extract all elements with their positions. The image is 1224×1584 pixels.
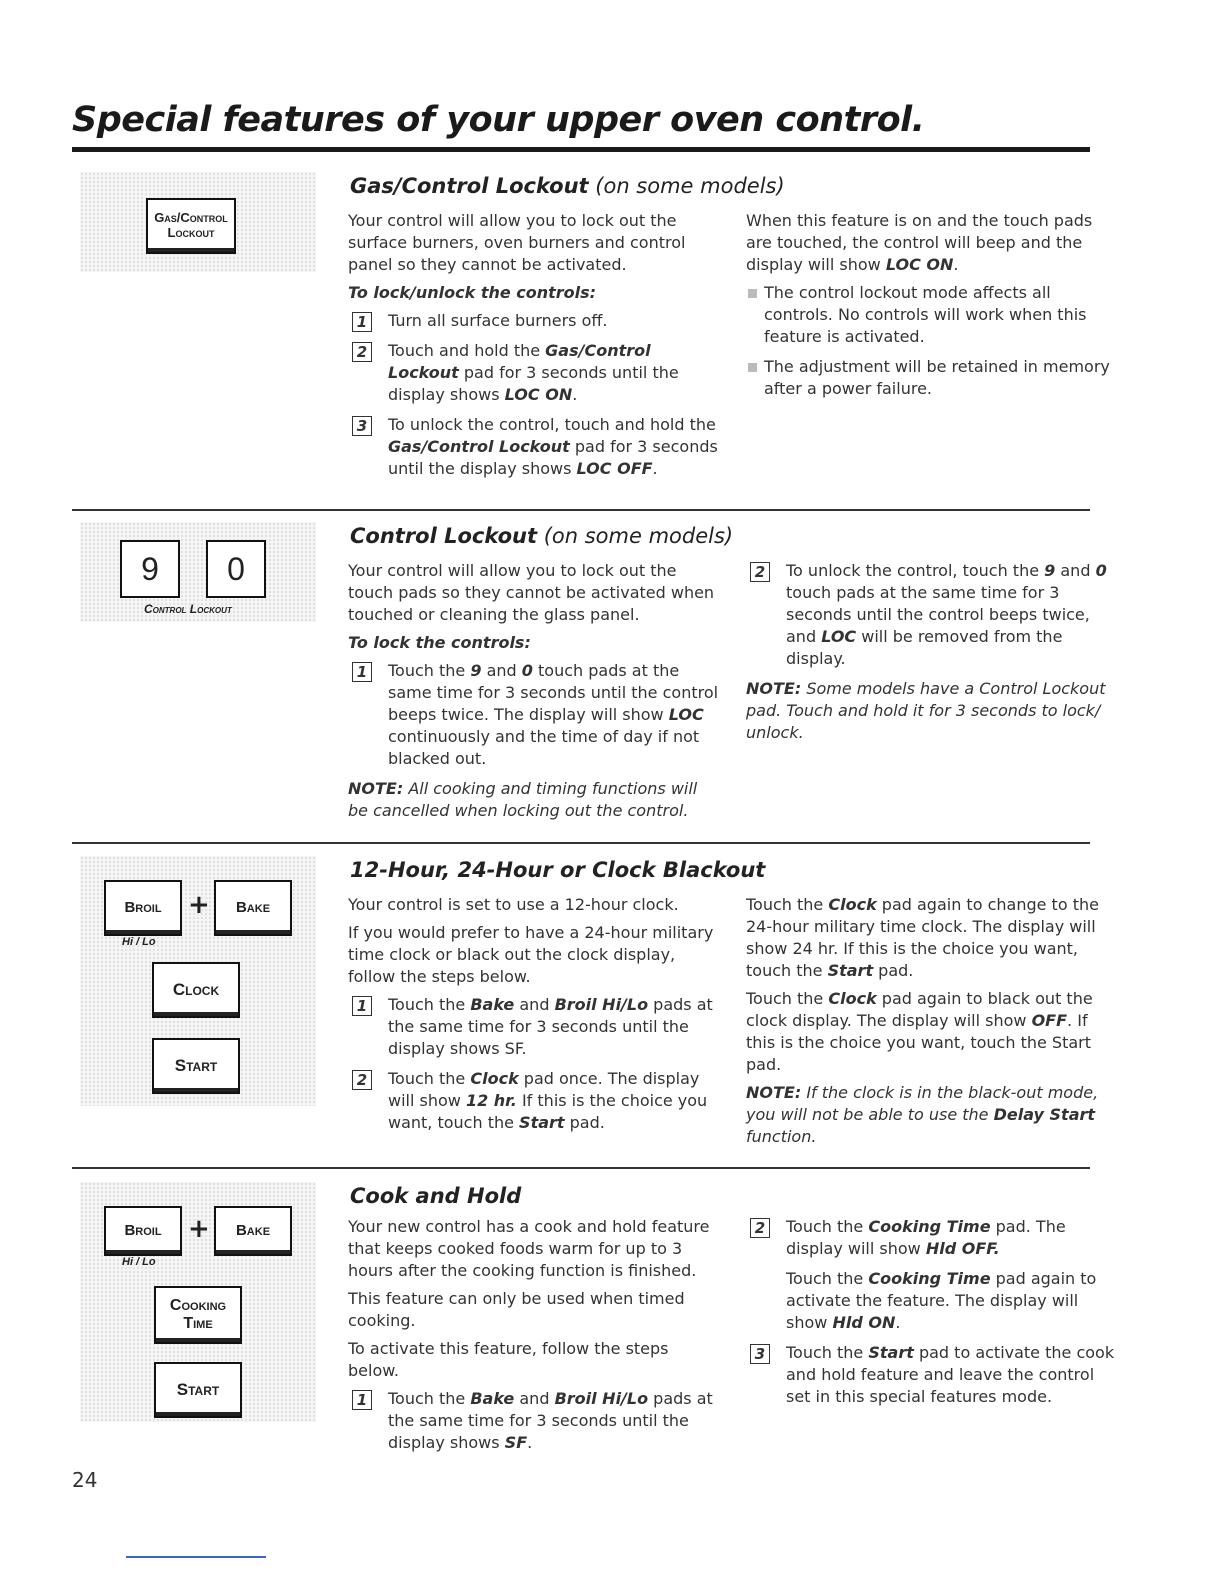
- paragraph: To activate this feature, follow the steps below.: [348, 1339, 669, 1380]
- start-key[interactable]: Start: [154, 1362, 242, 1418]
- title-rule: [72, 147, 1090, 152]
- gas-control-lockout-key[interactable]: [146, 198, 236, 254]
- note: NOTE: If the clock is in the black-out mode, you will not be able to use the Delay Start function.: [746, 1083, 1099, 1146]
- paragraph: Your control will allow you to lock out the touch pads so they cannot be activated when touched or cleaning the glass panel.: [348, 561, 715, 624]
- clock-right-column: [746, 894, 1118, 1154]
- step-number-icon: 2: [352, 1070, 372, 1090]
- section-divider: [72, 1167, 1090, 1169]
- paragraph: Your control is set to use a 12-hour clock.: [348, 895, 679, 914]
- step-number-icon: 1: [352, 662, 372, 682]
- bullet-item: The control lockout mode affects all controls. No controls will work when this feature is activated.: [746, 282, 1118, 348]
- control-lockout-panel: [80, 522, 316, 622]
- section-heading-gas-control-lockout: Gas/Control Lockout (on some models): [350, 174, 785, 198]
- paragraph: Touch the Clock pad again to change to the 24-hour military time clock. The display will show 24 hr. If this is the choice you want, touch the Start pad.: [746, 895, 1099, 980]
- broil-key[interactable]: Broil: [104, 880, 182, 936]
- section-heading-cook-and-hold: Cook and Hold: [350, 1184, 522, 1208]
- subheading: To lock/unlock the controls:: [348, 283, 597, 302]
- clock-panel: [80, 856, 316, 1106]
- step-number-icon: 3: [352, 416, 372, 436]
- gas-control-lockout-right-column: [746, 210, 1118, 408]
- section-heading-control-lockout: Control Lockout (on some models): [350, 524, 734, 548]
- paragraph: When this feature is on and the touch pads are touched, the control will beep and the display will show LOC ON.: [746, 211, 1093, 274]
- section-divider: [72, 842, 1090, 844]
- clock-key[interactable]: Clock: [152, 962, 240, 1018]
- cooking-time-key[interactable]: Cooking Time: [154, 1286, 242, 1344]
- broil-hi-lo-caption: Hi / Lo: [122, 1256, 156, 1268]
- gas-control-lockout-left-column: [348, 210, 720, 488]
- step-number-icon: 3: [750, 1344, 770, 1364]
- control-lockout-left-column: [348, 560, 720, 828]
- footer-link-underline: [126, 1556, 266, 1558]
- step-number-icon: 1: [352, 996, 372, 1016]
- broil-hi-lo-caption: Hi / Lo: [122, 936, 156, 948]
- bake-key[interactable]: Bake: [214, 880, 292, 936]
- key-9[interactable]: 9: [120, 540, 180, 598]
- step-number-icon: 1: [352, 312, 372, 332]
- step-1: 1 Touch the Bake and Broil Hi/Lo pads at the same time for 3 seconds until the display shows SF.: [348, 1388, 720, 1454]
- paragraph: If you would prefer to have a 24-hour military time clock or black out the clock display, follow the steps below.: [348, 923, 714, 986]
- plus-icon: +: [188, 1214, 210, 1244]
- step-number-icon: 2: [750, 1218, 770, 1238]
- section-divider: [72, 509, 1090, 511]
- step-3: 3 Touch the Start pad to activate the cook and hold feature and leave the control set in this special features mode.: [746, 1342, 1118, 1408]
- step-2-continued: Touch the Cooking Time pad again to activate the feature. The display will show Hld ON.: [786, 1269, 1097, 1332]
- clock-left-column: [348, 894, 720, 1142]
- plus-icon: +: [188, 890, 210, 920]
- step-1: 1 Touch the Bake and Broil Hi/Lo pads at the same time for 3 seconds until the display shows SF.: [348, 994, 720, 1060]
- gas-control-lockout-panel: [80, 172, 316, 272]
- paragraph: Your new control has a cook and hold feature that keeps cooked foods warm for up to 3 hours after the cooking function is finished.: [348, 1217, 710, 1280]
- bake-key[interactable]: Bake: [214, 1206, 292, 1256]
- step-2: 2 To unlock the control, touch the 9 and 0 touch pads at the same time for 3 seconds until the control beeps twice, and LOC will be removed from the display.: [746, 560, 1118, 670]
- note: NOTE: All cooking and timing functions will be cancelled when locking out the control.: [348, 779, 698, 820]
- control-lockout-right-column: [746, 560, 1118, 750]
- step-number-icon: 2: [352, 342, 372, 362]
- broil-key[interactable]: Broil: [104, 1206, 182, 1256]
- bullet-item: The adjustment will be retained in memory after a power failure.: [746, 356, 1118, 400]
- page-number: 24: [72, 1468, 98, 1492]
- step-2: 2 Touch the Clock pad once. The display will show 12 hr. If this is the choice you want, touch the Start pad.: [348, 1068, 720, 1134]
- step-1: 1 Touch the 9 and 0 touch pads at the same time for 3 seconds until the control beeps twice. The display will show LOC continuously and the time of day if not blacked out.: [348, 660, 720, 770]
- paragraph: Touch the Clock pad again to black out the clock display. The display will show OFF. If this is the choice you want, touch the Start pad.: [746, 989, 1093, 1074]
- cook-and-hold-panel: [80, 1182, 316, 1422]
- paragraph: Your control will allow you to lock out the surface burners, oven burners and control panel so they cannot be activated.: [348, 211, 686, 274]
- step-2: 2 Touch and hold the Gas/Control Lockout pad for 3 seconds until the display shows LOC ON.: [348, 340, 720, 406]
- step-number-icon: 2: [750, 562, 770, 582]
- cook-and-hold-left-column: [348, 1216, 720, 1462]
- key-0[interactable]: 0: [206, 540, 266, 598]
- section-heading-clock-blackout: 12-Hour, 24-Hour or Clock Blackout: [350, 858, 766, 882]
- step-3: 3 To unlock the control, touch and hold the Gas/Control Lockout pad for 3 seconds until the display shows LOC OFF.: [348, 414, 720, 480]
- page-title: Special features of your upper oven control.: [72, 100, 925, 140]
- start-key[interactable]: Start: [152, 1038, 240, 1094]
- paragraph: This feature can only be used when timed cooking.: [348, 1289, 685, 1330]
- subheading: To lock the controls:: [348, 633, 531, 652]
- step-1: 1 Turn all surface burners off.: [348, 310, 720, 332]
- step-2: 2 Touch the Cooking Time pad. The display will show Hld OFF.: [746, 1216, 1118, 1260]
- cook-and-hold-right-column: [746, 1216, 1118, 1416]
- gas-control-lockout-key-label: Gas/Control Lockout: [154, 210, 228, 240]
- note: NOTE: Some models have a Control Lockout pad. Touch and hold it for 3 seconds to lock/ unlock.: [746, 679, 1106, 742]
- step-number-icon: 1: [352, 1390, 372, 1410]
- control-lockout-caption: Control Lockout: [144, 602, 232, 616]
